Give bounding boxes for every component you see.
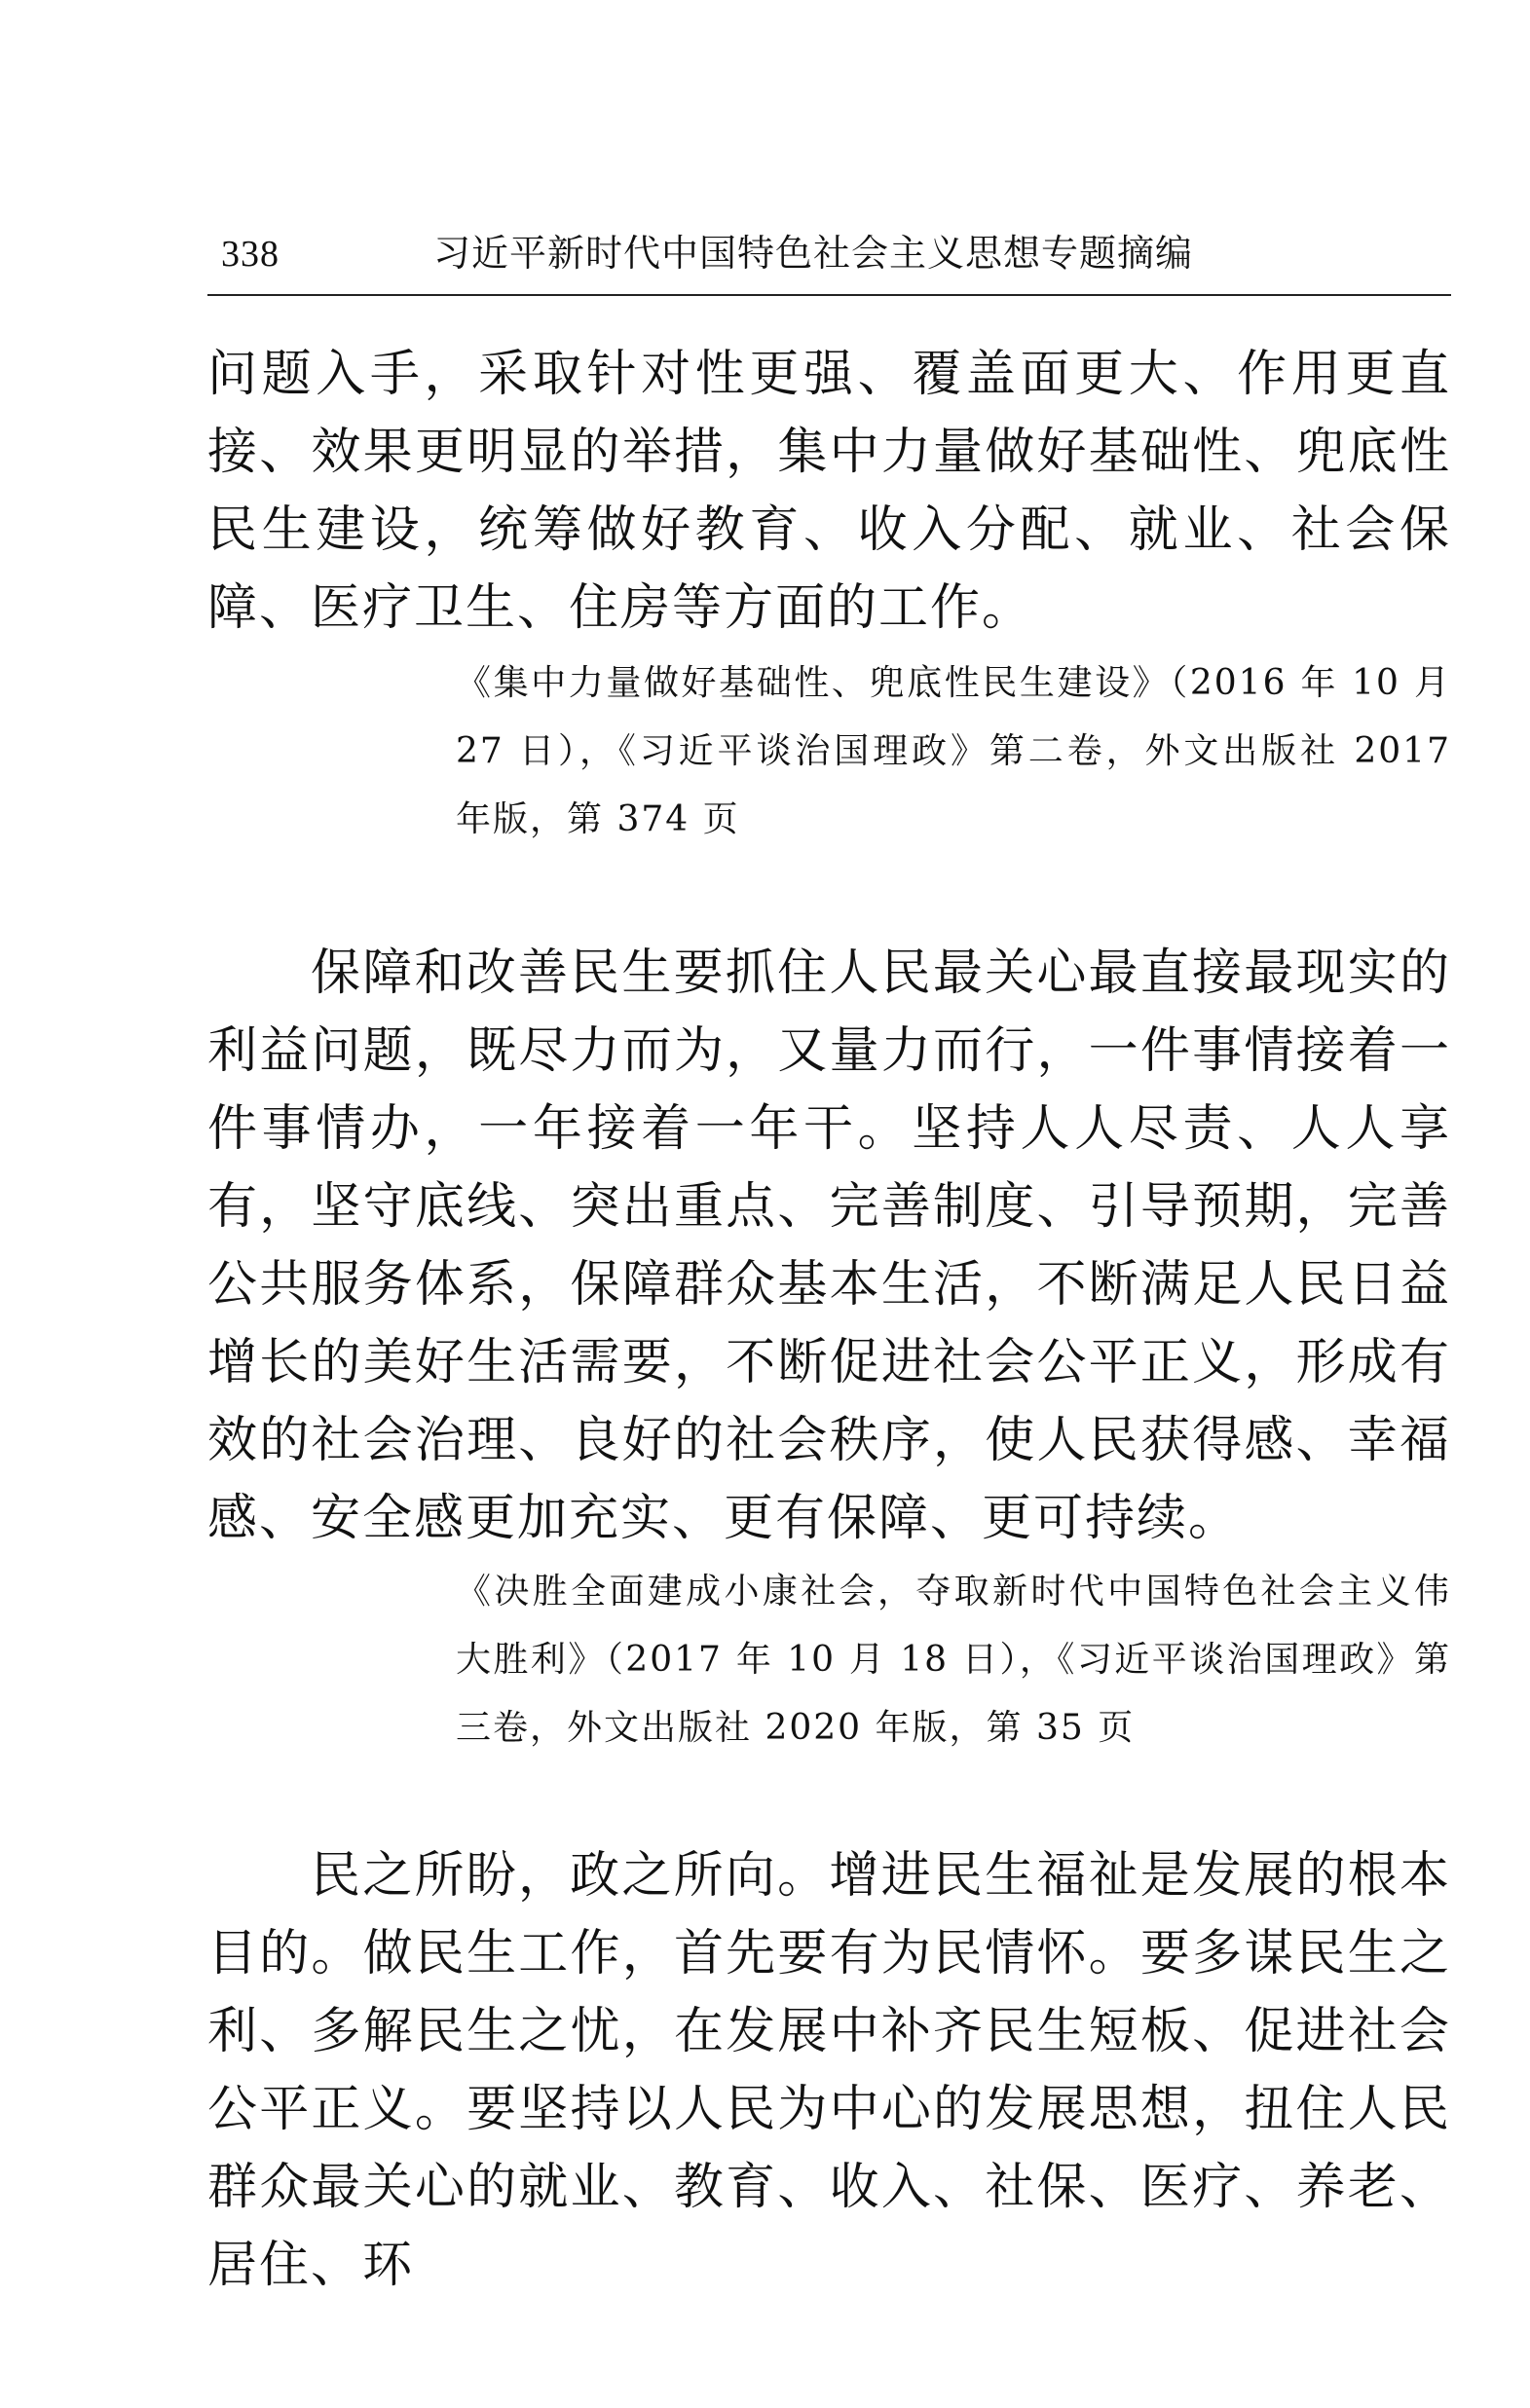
body-paragraph-3: 民之所盼，政之所向。增进民生福祉是发展的根本目的。做民生工作，首先要有为民情怀。要多谋民生之利、多解民生之忧，在发展中补齐民生短板、促进社会公平正义。要坚持以人民为中心的发展思想，扭住人民群众最关心的就业、教育、收入、社保、医疗、养老、居住、环 bbox=[207, 1847, 1451, 2294]
citation-1: 《集中力量做好基础性、兜底性民生建设》（2016 年 10 月 27 日），《习近平谈治国理政》第二卷，外文出版社 2017 年版，第 374 页 bbox=[456, 663, 1451, 839]
body-paragraph-1: 问题入手，采取针对性更强、覆盖面更大、作用更直接、效果更明显的举措，集中力量做好基础性、兜底性民生建设，统筹做好教育、收入分配、就业、社会保障、医疗卫生、住房等方面的工作。 bbox=[207, 346, 1451, 637]
book-title: 习近平新时代中国特色社会主义思想专题摘编 bbox=[433, 232, 1194, 275]
body-paragraph-2: 保障和改善民生要抓住人民最关心最直接最现实的利益问题，既尽力而为，又量力而行，一件事情接着一件事情办，一年接着一年干。坚持人人尽责、人人享有，坚守底线、突出重点、完善制度、引导预期，完善公共服务体系，保障群众基本生活，不断满足人民日益增长的美好生活需要，不断促进社会公平正义，形成有效的社会治理、良好的社会秩序，使人民获得感、幸福感、安全感更加充实、更有保障、更可持续。 bbox=[207, 945, 1451, 1547]
page-number: 338 bbox=[221, 234, 280, 275]
citation-2: 《决胜全面建成小康社会，夺取新时代中国特色社会主义伟大胜利》（2017 年 10 月 18 日），《习近平谈治国理政》第三卷，外文出版社 2020 年版，第 35 页 bbox=[456, 1572, 1451, 1748]
running-header bbox=[207, 224, 1451, 296]
